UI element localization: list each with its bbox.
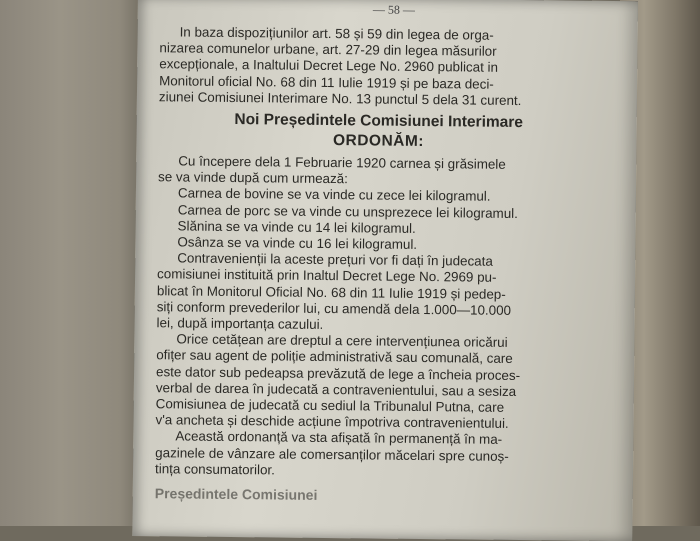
body-line: lei, după importanța cazului. bbox=[156, 315, 324, 333]
intro-line: In baza dispozițiunilor art. 58 și 59 din legea de orga- bbox=[179, 24, 494, 43]
body-line: Orice cetățean are dreptul a cere intervențiunea oricărui bbox=[176, 331, 508, 351]
page-mark: — 58 — bbox=[372, 2, 415, 17]
body-line: gazinele de vânzare ale comersanților măcelari spre cunoș- bbox=[155, 444, 509, 464]
intro-line: nizarea comunelor urbane, art. 27-29 din legea măsurilor bbox=[159, 40, 497, 59]
intro-paragraph bbox=[159, 24, 600, 110]
body-line: Comisiunea de judecată cu sediul la Tribunalul Putna, care bbox=[155, 396, 505, 415]
body-line: se va vinde după cum urmează: bbox=[158, 169, 348, 187]
heading: Noi Președintele Comisiunei Interimare bbox=[234, 111, 524, 132]
body-line: v'a ancheta și deschide acțiune împotriva contravenientului. bbox=[155, 412, 509, 432]
body-line: Cu începere dela 1 Februarie 1920 carnea și grăsimele bbox=[178, 153, 506, 172]
body-line: Contravenienții la aceste prețuri vor fi dați în judecata bbox=[177, 250, 493, 269]
body-line: verbal de darea în judecată a contravenientului, sau a sesiza bbox=[155, 380, 517, 399]
body-line: ofițer sau agent de poliție administrativă sau comunală, care bbox=[156, 347, 513, 367]
signature-line: Președintele Comisiunei bbox=[154, 485, 318, 503]
intro-line: excepționale, a Inaltului Decret Lege No. 2960 publicat in bbox=[159, 56, 499, 76]
body-line: este dator sub pedeapsa prevăzută de lege a încheia proces- bbox=[155, 363, 521, 383]
intro-line: Monitorul oficial No. 68 din 11 Iulie 1919 și pe baza deci- bbox=[159, 72, 494, 92]
intro-line: ziunei Comisiunei Interimare No. 13 punctul 5 dela 31 curent. bbox=[158, 89, 522, 108]
ordonam-title: ORDONĂM: bbox=[332, 132, 425, 151]
body-line: Slănina se va vinde cu 14 lei kilogramul. bbox=[177, 218, 416, 236]
body-line: comisiunei instituită prin Inaltul Decret Lege No. 2969 pu- bbox=[157, 266, 497, 286]
ordinance-body bbox=[155, 153, 598, 482]
body-line: Carnea de porc se va vinde cu unsprezece lei kilogramul. bbox=[177, 202, 518, 221]
ordinance-text bbox=[155, 24, 600, 506]
document-page bbox=[132, 0, 638, 541]
body-line: Osânza se va vinde cu 16 lei kilogramul. bbox=[177, 234, 418, 252]
body-line: tința consumatorilor. bbox=[154, 461, 275, 478]
body-line: Această ordonanță va sta afișată în permanență în ma- bbox=[175, 428, 503, 448]
body-line: Carnea de bovine se va vinde cu zece lei kilogramul. bbox=[177, 185, 491, 205]
book-binding-left bbox=[0, 0, 150, 526]
body-line: blicat în Monitorul Oficial No. 68 din 11 Iulie 1919 și pedep- bbox=[156, 282, 506, 302]
body-line: siți conform prevederilor lui, cu amendă dela 1.000—10.000 bbox=[156, 299, 512, 318]
